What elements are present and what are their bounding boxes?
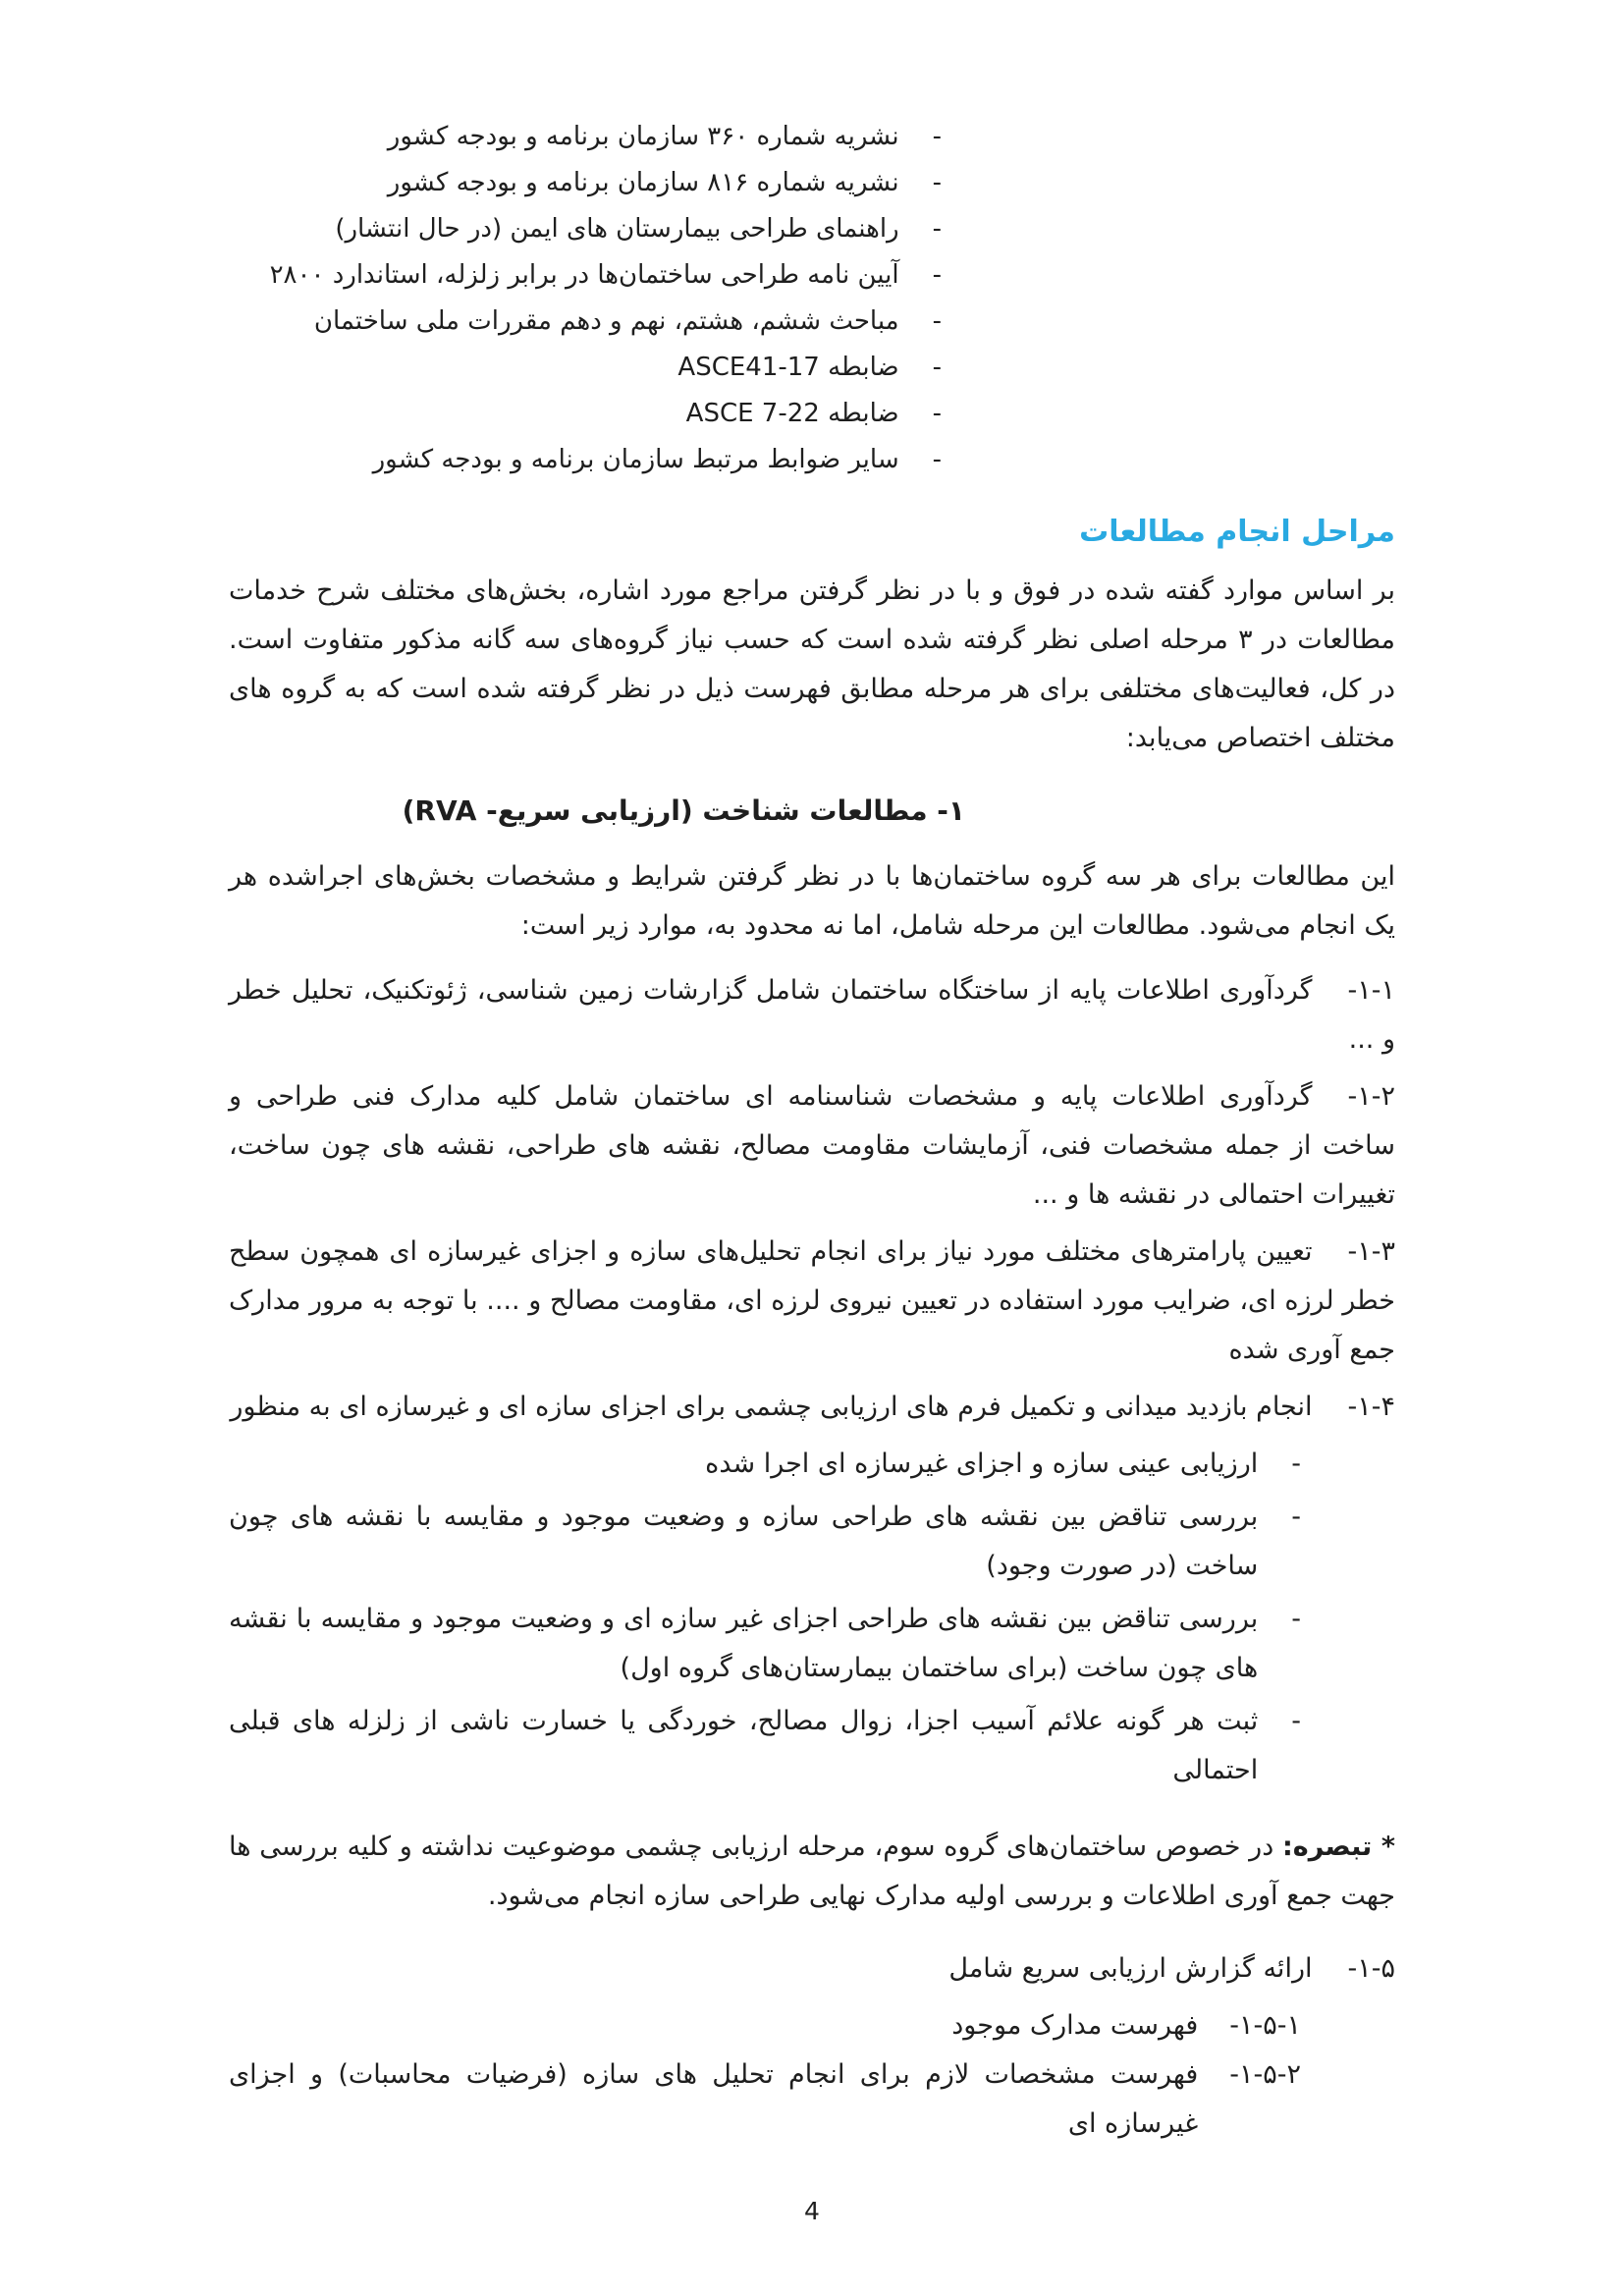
dash-bullet-icon: - [932,260,942,290]
reference-text: سایر ضوابط مرتبط سازمان برنامه و بودجه کشور [372,445,899,474]
sub-bullet-text: ثبت هر گونه علائم آسیب اجزا، زوال مصالح، خوردگی یا خسارت ناشی از زلزله های قبلی احتمالی [229,1706,1259,1785]
sub-bullet-item [229,1595,1301,1693]
reference-item [229,252,942,299]
dash-bullet-icon: - [932,399,942,428]
sub-bullet-item [229,1697,1301,1795]
numbered-item-1-1 [229,966,1395,1065]
reference-item [229,437,942,483]
sub-bullet-text: بررسی تناقض بین نقشه های طراحی اجزای غیر سازه ای و وضعیت موجود و مقایسه با نقشه های چون ساخت (برای ساختمان بیمارستان‌های گروه اول) [229,1604,1259,1683]
reference-text: نشریه شماره ۸۱۶ سازمان برنامه و بودجه کشور [387,168,899,197]
item-number: ۱-۴- [1347,1392,1395,1422]
dash-bullet-icon: - [932,445,942,474]
dash-bullet-icon: - [1291,1604,1301,1634]
dash-bullet-icon: - [1291,1706,1301,1736]
numbered-item-1-4 [229,1383,1395,1432]
reference-item [229,391,942,437]
reference-list [229,114,942,483]
dash-bullet-icon: - [1291,1502,1301,1532]
sub-bullet-text: ارزیابی عینی سازه و اجزای غیرسازه ای اجرا شده [705,1449,1259,1479]
numbered-item-1-2 [229,1072,1395,1220]
note-lead: * تبصره: [1281,1831,1395,1862]
report-subitem-list [229,2001,1301,2149]
item-text: فهرست مدارک موجود [951,2010,1199,2041]
numbered-item-list [229,966,1395,2149]
numbered-item-1-3 [229,1228,1395,1375]
reference-item [229,345,942,391]
reference-text: ضابطه ASCE 7-22 [685,399,899,428]
sub-bullet-text: بررسی تناقض بین نقشه های طراحی سازه و وضعیت موجود و مقایسه با نقشه های چون ساخت (در صورت وجود) [229,1502,1259,1581]
item-number: ۱-۱- [1347,975,1395,1006]
dash-bullet-icon: - [932,168,942,197]
item-number: ۱-۵- [1347,1953,1395,1984]
sub-bullet-item [229,1440,1301,1489]
report-subitem-1-5-2 [229,2050,1301,2149]
item-number: ۱-۳- [1347,1236,1395,1267]
item-number: ۱-۲- [1347,1081,1395,1112]
reference-text: راهنمای طراحی بیمارستان های ایمن (در حال انتشار) [335,214,899,244]
reference-item [229,114,942,160]
reference-text: نشریه شماره ۳۶۰ سازمان برنامه و بودجه کشور [387,122,899,151]
item-number: ۱-۵-۱- [1229,2010,1301,2041]
page-number: 4 [804,2197,820,2225]
reference-text: آیین نامه طراحی ساختمان‌ها در برابر زلزله، استاندارد ۲۸۰۰ [269,260,899,290]
note-text: در خصوص ساختمان‌های گروه سوم، مرحله ارزیابی چشمی موضوعیت نداشته و کلیه بررسی ها جهت جمع آوری اطلاعات و بررسی اولیه مدارک نهایی طراحی سازه انجام می‌شود. [229,1831,1395,1911]
page-content [229,114,1395,2149]
section-heading: مراحل انجام مطالعات [1079,515,1395,549]
reference-item [229,206,942,252]
note [229,1823,1395,1921]
report-subitem-1-5-1 [229,2001,1301,2050]
reference-item [229,299,942,345]
item-text: انجام بازدید میدانی و تکمیل فرم های ارزیابی چشمی برای اجزای سازه ای و غیرسازه ای به منظور [230,1392,1313,1422]
subsection-intro: این مطالعات برای هر سه گروه ساختمان‌ها با در نظر گرفتن شرایط و مشخصات بخش‌های اجراشده هر یک انجام می‌شود. مطالعات این مرحله شامل، اما نه محدود به، موارد زیر است: [229,861,1395,941]
dash-bullet-icon: - [932,122,942,151]
item-text: فهرست مشخصات لازم برای انجام تحلیل های سازه (فرضیات محاسبات) و اجزای غیرسازه ای [229,2059,1199,2139]
sub-bullet-list [229,1440,1301,1795]
sub-bullet-item [229,1493,1301,1591]
item-text: گردآوری اطلاعات پایه و مشخصات شناسنامه ای ساختمان شامل کلیه مدارک فنی طراحی و ساخت از جمله مشخصات فنی، آزمایشات مقاومت مصالح، نقشه های طراحی، نقشه های چون ساخت، تغییرات احتمالی در نقشه ها و ... [229,1081,1395,1210]
section-intro: بر اساس موارد گفته شده در فوق و با در نظر گرفتن مراجع مورد اشاره، بخش‌های مختلف شرح خدمات مطالعات در ۳ مرحله اصلی نظر گرفته شده است که حسب نیاز گروه‌های سه گانه مذکور متفاوت است. در کل، فعالیت‌های مختلفی برای هر مرحله مطابق فهرست ذیل در نظر گرفته شده است که به گروه های مختلف اختصاص می‌یابد: [229,575,1395,753]
reference-text: مباحث ششم، هشتم، نهم و دهم مقررات ملی ساختمان [313,306,899,336]
subsection-heading: ۱- مطالعات شناخت (ارزیابی سریع- RVA) [402,794,965,827]
item-text: تعیین پارامترهای مختلف مورد نیاز برای انجام تحلیل‌های سازه و اجزای غیرسازه ای همچون سطح خطر لرزه ای، ضرایب مورد استفاده در تعیین نیروی لرزه ای، مقاومت مصالح و .... با توجه به مرور مدارک جمع آوری شده [229,1236,1395,1365]
item-number: ۱-۵-۲- [1229,2059,1301,2090]
reference-item [229,160,942,206]
numbered-item-1-5 [229,1944,1395,1994]
reference-text: ضابطه ASCE41-17 [677,353,899,382]
item-text: ارائه گزارش ارزیابی سریع شامل [948,1953,1313,1984]
dash-bullet-icon: - [932,353,942,382]
dash-bullet-icon: - [932,214,942,244]
item-text: گردآوری اطلاعات پایه از ساختگاه ساختمان شامل گزارشات زمین شناسی، ژئوتکنیک، تحلیل خطر و ... [229,975,1395,1055]
dash-bullet-icon: - [1291,1449,1301,1479]
dash-bullet-icon: - [932,306,942,336]
